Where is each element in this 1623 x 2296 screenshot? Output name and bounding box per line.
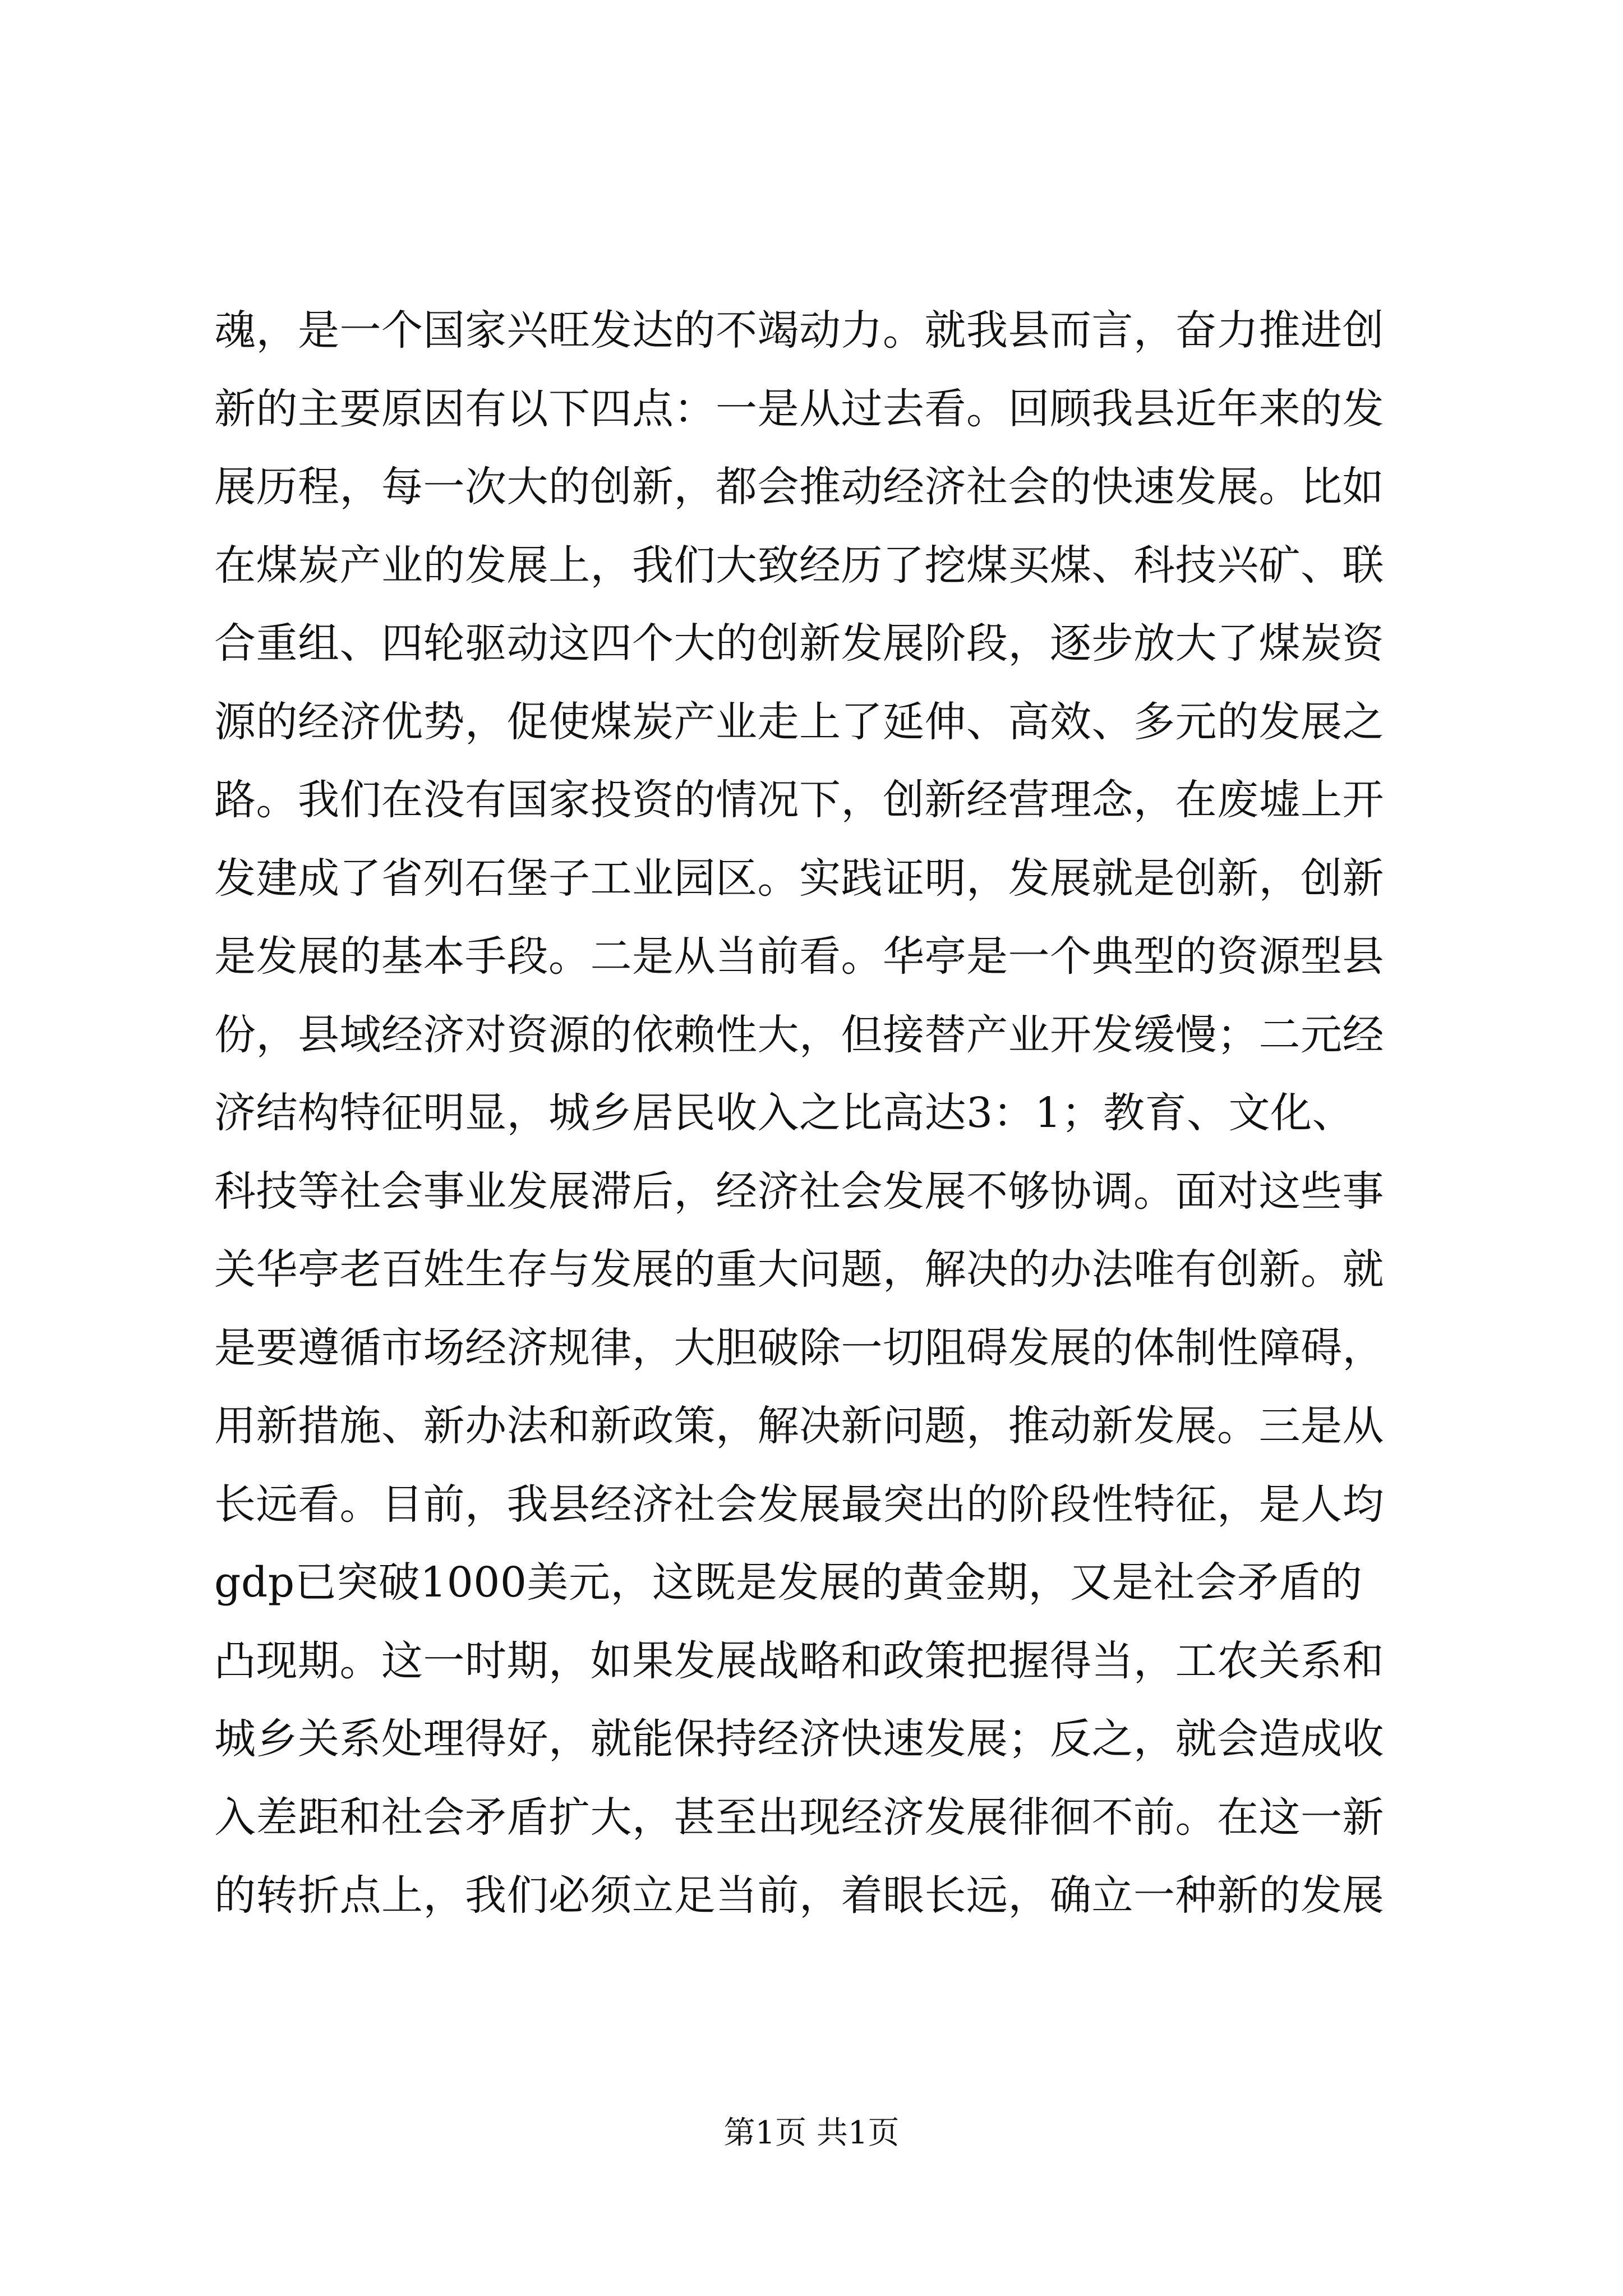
text-line: 科技等社会事业发展滞后，经济社会发展不够协调。面对这些事 xyxy=(214,1167,1384,1216)
page-number-label: 第1页 共1页 xyxy=(723,2115,900,2151)
text-line: 是发展的基本手段。二是从当前看。华亭是一个典型的资源型县 xyxy=(214,932,1384,981)
text-line: 长远看。目前，我县经济社会发展最突出的阶段性特征，是人均 xyxy=(214,1480,1384,1529)
text-line: 路。我们在没有国家投资的情况下，创新经营理念，在废墟上开 xyxy=(214,776,1384,824)
text-line: 发建成了省列石堡子工业园区。实践证明，发展就是创新，创新 xyxy=(214,854,1384,903)
text-line: 展历程，每一次大的创新，都会推动经济社会的快速发展。比如 xyxy=(214,463,1384,511)
text-line: 源的经济优势，促使煤炭产业走上了延伸、高效、多元的发展之 xyxy=(214,697,1384,746)
text-line: 用新措施、新办法和新政策，解决新问题，推动新发展。三是从 xyxy=(214,1402,1384,1450)
text-line: 在煤炭产业的发展上，我们大致经历了挖煤买煤、科技兴矿、联 xyxy=(214,541,1384,590)
text-line: 份，县域经济对资源的依赖性大，但接替产业开发缓慢；二元经 xyxy=(214,1010,1384,1059)
text-line: gdp已突破1000美元，这既是发展的黄金期，又是社会矛盾的 xyxy=(214,1558,1363,1607)
text-line: 入差距和社会矛盾扩大，甚至出现经济发展徘徊不前。在这一新 xyxy=(214,1793,1384,1842)
text-line: 合重组、四轮驱动这四个大的创新发展阶段，逐步放大了煤炭资 xyxy=(214,619,1384,668)
document-body xyxy=(214,292,1448,1935)
text-line: 凸现期。这一时期，如果发展战略和政策把握得当，工农关系和 xyxy=(214,1636,1384,1685)
text-line: 关华亭老百姓生存与发展的重大问题，解决的办法唯有创新。就 xyxy=(214,1245,1384,1294)
text-line: 魂，是一个国家兴旺发达的不竭动力。就我县而言，奋力推进创 xyxy=(214,306,1384,355)
text-line: 的转折点上，我们必须立足当前，着眼长远，确立一种新的发展 xyxy=(214,1871,1384,1920)
text-line: 济结构特征明显，城乡居民收入之比高达3：1；教育、文化、 xyxy=(214,1089,1354,1137)
text-line: 是要遵循市场经济规律，大胆破除一切阻碍发展的体制性障碍， xyxy=(214,1323,1384,1372)
text-line: 新的主要原因有以下四点：一是从过去看。回顾我县近年来的发 xyxy=(214,384,1384,433)
text-line: 城乡关系处理得好，就能保持经济快速发展；反之，就会造成收 xyxy=(214,1715,1384,1763)
page-footer xyxy=(0,2108,1623,2153)
